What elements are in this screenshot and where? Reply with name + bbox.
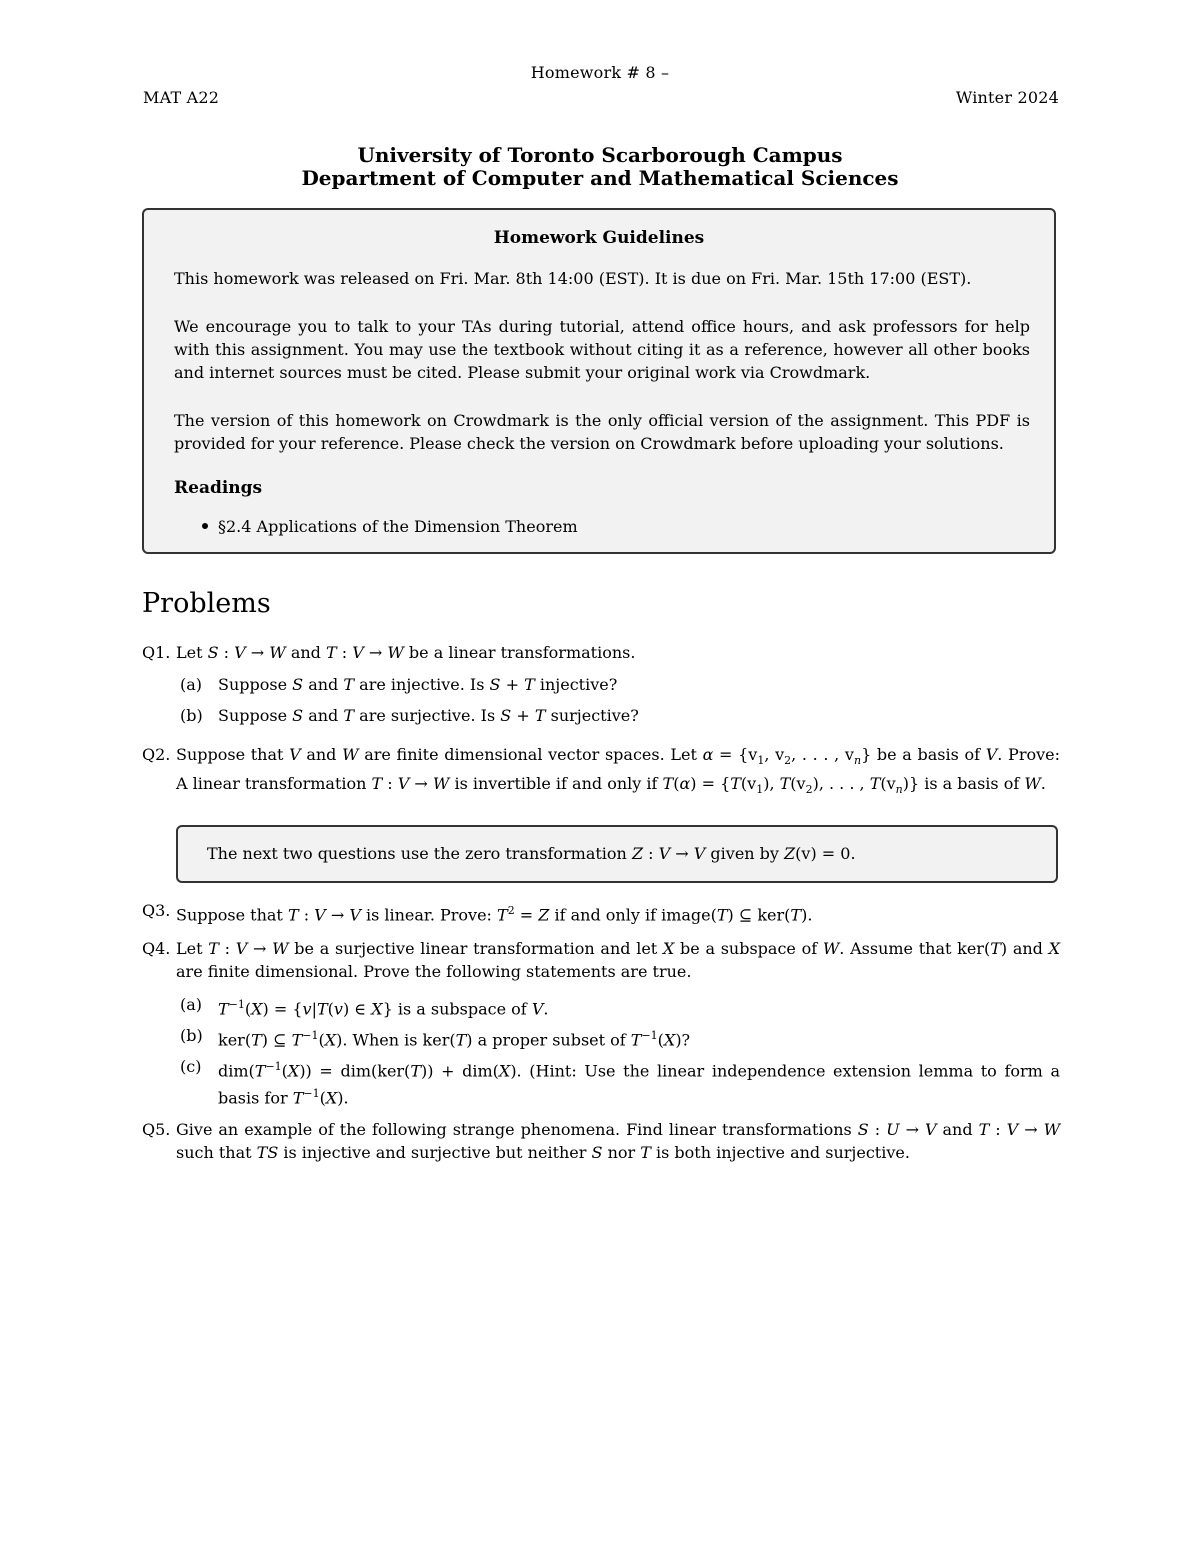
subquestion-label: (a) [180,995,203,1014]
question-text: Let S : V → W and T : V → W be a linear transformations. [176,643,636,662]
subquestion-label: (a) [180,675,203,694]
due-suffix: . [966,269,972,288]
subquestion-text: $T^{-1}(X) = \{v|T(v)$ ∈ X} is a subspace of V. [218,998,549,1019]
question-text: Give an example of the following strange phenomena. Find linear transformations S : U → V and T : V → W such that TS is injective and surjective but neither S nor T is both injective and surjective. [176,1120,1061,1162]
official-version-paragraph: The version of this homework on Crowdmark is the only official version of the assignment. This PDF is provided for your reference. Please check the version on Crowdmark before uploading your solutions. [174,411,1030,453]
guidelines-title: Homework Guidelines [493,228,705,248]
reading-item-text: §2.4 Applications of the Dimension Theorem [218,517,578,536]
question-label: Q3. [142,901,171,920]
department-title: Department of Computer and Mathematical Sciences [301,166,899,190]
release-prefix: This homework was released on [174,269,440,288]
question-1b [180,704,1060,727]
term: Winter 2024 [955,88,1059,107]
subquestion-label: (b) [180,1026,203,1045]
bullet-icon [202,523,208,529]
guidelines-box [142,208,1056,554]
question-1a [180,673,1060,696]
due-time: Fri. Mar. 15th 17:00 (EST) [751,269,967,288]
question-label: Q4. [142,939,171,958]
question-label: Q1. [142,643,171,662]
university-title: University of Toronto Scarborough Campus [357,143,843,167]
question-label: Q2. [142,745,171,764]
question-4b [180,1024,1060,1051]
homework-number: Homework # 8 – [530,63,670,82]
question-label: Q5. [142,1120,171,1139]
question-text: Let T : V → W be a surjective linear transformation and let X be a subspace of W. Assume that ker(T) and X are finite dimensional. Prove the following statements are true. [176,939,1061,981]
readings-title: Readings [174,478,263,498]
subquestion-text: ker(T) ⊆ $T^{-1}(X)$. When is ker(T) a proper subset of $T^{-1}(X)$? [218,1029,691,1050]
subquestion-text: Suppose S and T are surjective. Is S + T surjective? [218,706,639,725]
subquestion-label: (c) [180,1057,202,1076]
note-prefix: The next two questions use the zero transformation [207,844,632,863]
question-3 [142,899,1060,926]
release-paragraph [174,267,1030,290]
subquestion-text: Suppose S and T are injective. Is S + T injective? [218,675,618,694]
collaboration-paragraph: We encourage you to talk to your TAs during tutorial, attend office hours, and ask professors for help with this assignment. You may use the textbook without citing it as a reference, however all other books and internet sources must be cited. Please submit your original work via Crowdmark. [174,317,1030,382]
question-4 [142,937,1060,983]
question-2 [142,743,1060,801]
question-5 [142,1118,1060,1164]
question-4a [180,993,1060,1020]
release-time: Fri. Mar. 8th 14:00 (EST) [439,269,645,288]
subquestion-label: (b) [180,706,203,725]
reading-item [202,517,578,536]
note-text: The next two questions use the zero transformation Z : V → V given by Z(v) = 0. [207,844,856,863]
zero-transformation-note [176,825,1058,883]
question-1 [142,641,1060,664]
question-4c [180,1055,1060,1110]
due-prefix: . It is due on [644,269,752,288]
question-text: Suppose that T : V → V is linear. Prove: $T^2 = Z$ if and only if image(T) ⊆ ker(T). [176,904,813,925]
question-text: Suppose that V and W are finite dimensional vector spaces. Let $\alpha = \{v_1$, $v_2$, . . . , $v_n$} be a basis of V. Prove: A linear transformation T : V → W is invertible if and only if $T(\alpha) = \{T(v_1)$, $T(v_2)$, . . . , $T(v_n)$} is a basis of W. [176,745,1060,797]
problems-heading: Problems [142,588,271,619]
subquestion-text: $dim(T^{-1}(X)) = dim(ker(T)) + dim(X)$. (Hint: Use the linear independence extension lemma to form a basis for $T^{-1}(X)$. [218,1060,1061,1108]
course-code: MAT A22 [143,88,220,107]
